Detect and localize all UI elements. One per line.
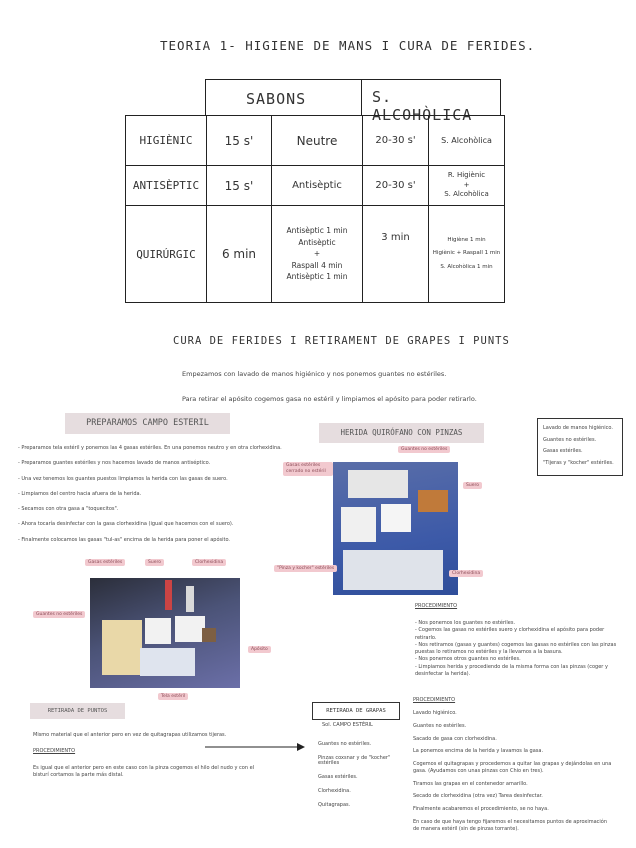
procedure-item: Tiramos las grapas en el contenedor amarillo.	[413, 780, 528, 787]
cell-soap-time: 6 min	[207, 206, 272, 303]
cell-alc-time: 20-30 s'	[363, 166, 429, 206]
cell-line: Antisèptic 1 min	[286, 225, 348, 235]
row-label-antiseptic: ANTISÈPTIC	[126, 166, 207, 206]
col-header-alcoholica: S. ALCOHÒLICA	[372, 88, 473, 124]
procedure-item: Lavado higiénico.	[413, 710, 457, 716]
procedure-item: Guantes no estériles.	[413, 722, 467, 729]
procedure2-steps	[413, 710, 613, 832]
step-item: - Finalmente colocamos las gasas "tul-as" encima de la herida para poner el apósito.	[18, 536, 231, 543]
cell-alc-time: 3 min	[363, 206, 429, 303]
procedure-item: Secado de clorhexidina (otra vez) Tarea desinfectar.	[413, 793, 543, 800]
cell-line: Higiène 1 min	[447, 237, 486, 244]
hygiene-table	[125, 115, 505, 303]
procedure-item: Finalmente acabaremos el procedimiento, se no haya.	[413, 806, 549, 812]
intro-line: Empezamos con lavado de manos higiénico y nos ponemos guantes no estériles.	[182, 370, 447, 378]
photo-label: Clorhexidina	[192, 559, 226, 566]
materials-box	[537, 418, 623, 476]
cell-soap-type: Antisèptic	[272, 166, 363, 206]
cell-soap-type	[272, 206, 363, 303]
step-item: - Ahora tocaría desinfectar con la gasa clorhexidina (igual que hacemos con el suero).	[18, 521, 234, 528]
procedure-item: - Nos retiramos (gasas y guantes) cogemos las gasas no estériles con las pinzas puestas lo retiramos no estériles y la llevamos a la basura.	[415, 641, 617, 655]
photo-label: Gasas estériles cerrado no estéril	[283, 462, 333, 476]
left-steps	[18, 445, 283, 552]
photo-label: Guantes no estériles	[398, 446, 450, 453]
procedure-item: En caso de que haya tengo fijaremos el necesitamos puntos de aproximación de manera estéril (sin de pinzas torrante).	[413, 818, 608, 832]
photo-label: Suero	[463, 482, 482, 489]
step-item: - Limpiamos del centro hacia afuera de la herida.	[18, 490, 142, 497]
cell-alc-type: S. Alcohòlica	[429, 116, 505, 166]
procedure-item: - Nos ponemos otros guantes no estériles.	[415, 656, 521, 663]
cell-line: Raspall 4 min	[291, 260, 343, 270]
cell-line: +	[313, 249, 321, 259]
cell-line: R. Higiènic	[447, 171, 486, 180]
photo-label: Guantes no estériles	[33, 611, 85, 618]
cell-alc-type	[429, 166, 505, 206]
sterile-field-photo	[90, 578, 240, 688]
procedure-item: Sacado de gasa con clorhexidina.	[413, 735, 497, 742]
materials-item: Gasas estériles.	[543, 448, 583, 454]
materials-item: "Tijeras y "kocher" estériles.	[543, 459, 614, 466]
cell-alc-time: 20-30 s'	[363, 116, 429, 166]
step-item: - Secamos con otra gasa a "toquecitos".	[18, 506, 119, 512]
photo-label: Tela estéril	[158, 693, 188, 700]
section-badge: HERIDA QUIRÓFANO CON PINZAS	[319, 423, 484, 443]
arrow-right-icon	[205, 742, 305, 752]
photo-label: Apósito	[248, 646, 271, 653]
photo-label: Gasas estériles	[85, 559, 125, 566]
cell-line: S. Alcohòlica	[444, 190, 489, 199]
photo-label: Suero	[145, 559, 164, 566]
procedure-title: PROCEDIMIENTO	[33, 748, 76, 754]
materials-item: Guantes no estériles.	[543, 436, 597, 443]
staples-item: Guantes no estériles.	[318, 741, 372, 747]
cell-soap-type: Neutre	[272, 116, 363, 166]
table-header-box	[205, 79, 501, 124]
procedure-title: PROCEDIMIENTO	[413, 697, 456, 703]
procedure-item: - Cogemos las gasas no estériles suero y clorhexidina el apósito para poder retirarlo.	[415, 627, 605, 641]
photo-label: "Pinza y kocher" estériles	[274, 565, 337, 572]
stitches-text: Mismo material que el anterior pero en vez de quitagrapas utilizamos tijeras.	[33, 732, 227, 738]
cell-line: +	[463, 180, 470, 189]
cell-soap-time: 15 s'	[207, 166, 272, 206]
page-title: TEORIA 1- HIGIENE DE MANS I CURA DE FERIDES.	[160, 38, 536, 53]
cell-line: Antisèptic	[298, 237, 336, 247]
staples-item: Quitagrapas.	[318, 802, 351, 808]
section-title: CURA DE FERIDES I RETIRAMENT DE GRAPES I PUNTS	[173, 335, 510, 347]
procedure-item: Cogemos el quitagrapas y procedemos a quitar las grapas y dejándolas en una gasa. (Ayudamos con unas pinzas con Chio en tres).	[413, 761, 612, 774]
procedure-item: La ponemos encima de la herida y lavamos la gasa.	[413, 748, 544, 755]
intro-line: Para retirar el apósito cogemos gasa no estéril y limpiamos el apósito para poder retirarlo.	[182, 395, 477, 403]
stitches-procedure: Es igual que el anterior pero en este caso con la pinza cogemos el hilo del nudo y con el bisturí cortamos la parte más distal.	[33, 765, 255, 778]
cell-line: Antisèptic 1 min	[286, 272, 348, 282]
step-item: - Preparamos guantes estériles y nos hacemos lavado de manos antiséptico.	[18, 460, 211, 467]
staples-list	[318, 742, 408, 808]
staples-item: Gasas estériles.	[318, 774, 358, 780]
step-item: - Preparamos tela estéril y ponemos las 4 gasas estériles. En una ponemos neutro y en otra clorhexidina.	[18, 445, 282, 451]
cell-alc-type	[429, 206, 505, 303]
procedure-steps	[415, 620, 627, 678]
staples-item: Clorhexidina.	[318, 788, 351, 794]
section-badge: PREPARAMOS CAMPO ESTERIL	[65, 413, 230, 434]
section-badge: RETIRADA DE PUNTOS	[30, 703, 125, 719]
cell-soap-time: 15 s'	[207, 116, 272, 166]
procedure-item: - Nos ponemos los guantes no estériles.	[415, 620, 516, 626]
row-label-higienic: HIGIÈNIC	[126, 116, 207, 166]
materials-item: Lavado de manos higiénico.	[543, 425, 613, 431]
row-label-quirurgic: QUIRÚRGIC	[126, 206, 207, 303]
staples-item: Pinzas coxsnar y de "kocher" estériles	[318, 755, 391, 766]
staples-subtitle: Sol. CAMPO ESTÉRIL	[322, 722, 373, 728]
procedure-title: PROCEDIMIENTO	[415, 603, 458, 609]
col-header-sabons: SABONS	[246, 90, 307, 108]
surgical-wound-photo	[333, 462, 458, 595]
step-item: - Una vez tenemos los guantes puestos limpiamos la herida con las gasas de suero.	[18, 475, 228, 482]
cell-line: S. Alcohòlica 1 min	[440, 263, 493, 270]
cell-line: Higiènic + Raspall 1 min	[432, 250, 501, 257]
photo-label: Clorhexidina	[449, 570, 483, 577]
staples-title: RETIRADA DE GRAPAS	[312, 702, 400, 720]
procedure-item: - Limpiamos herida y procediendo de la misma forma con las pinzas (coger y desinfectar la herida).	[415, 663, 608, 677]
